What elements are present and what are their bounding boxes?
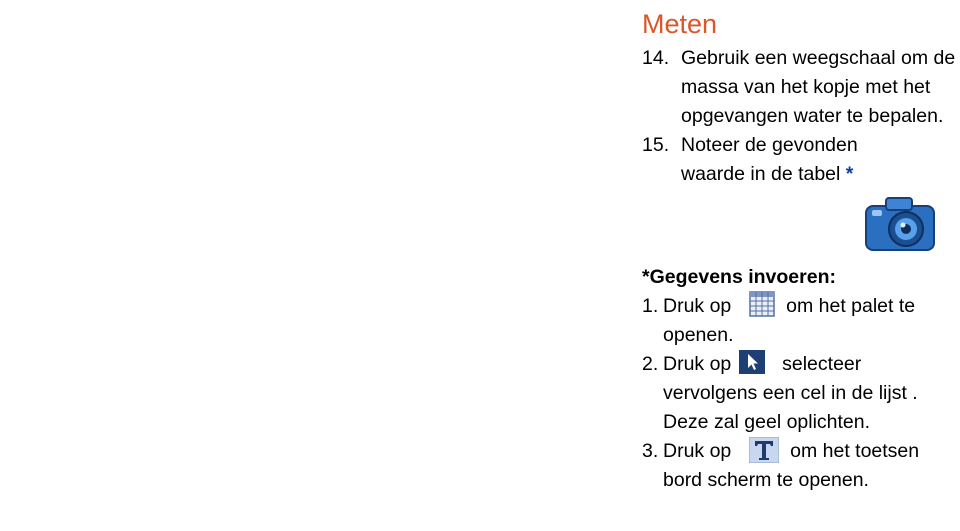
item-post-text: selecteer vervolgens een cel in de lijst . Deze zal geel oplichten. [663,353,918,433]
data-entry-link[interactable]: * [845,163,854,185]
item-pre-text: Druk op [663,295,732,317]
instruction-panel [642,0,960,531]
data-entry-heading: *Gegevens invoeren: [642,266,836,288]
item-pre-text: Druk op [663,353,732,375]
step-number: 14. [642,47,670,69]
instruction-item-2 [642,350,960,437]
data-entry-instructions [642,263,960,495]
item-post-text: om het toetsen bord scherm te openen. [663,440,920,491]
step-14 [642,44,960,131]
measure-steps [642,44,960,189]
item-post-text: om het palet te openen. [663,295,916,346]
instruction-item-3 [642,437,960,495]
instruction-item-1 [642,292,960,350]
text-tool-icon[interactable] [749,437,779,463]
item-number: 3. [642,440,659,462]
table-grid-icon[interactable] [749,291,775,317]
section-title: Meten [642,9,718,39]
item-number: 1. [642,295,659,317]
item-number: 2. [642,353,659,375]
pointer-arrow-icon[interactable] [739,350,765,374]
step-text: Noteer de gevonden waarde in de tabel [681,134,858,185]
step-number: 15. [642,134,670,156]
step-15 [642,131,911,189]
item-pre-text: Druk op [663,440,732,462]
camera-icon[interactable] [864,194,936,254]
step-text: Gebruik een weegschaal om de massa van het kopje met het opgevangen water te bepalen. [681,47,956,127]
